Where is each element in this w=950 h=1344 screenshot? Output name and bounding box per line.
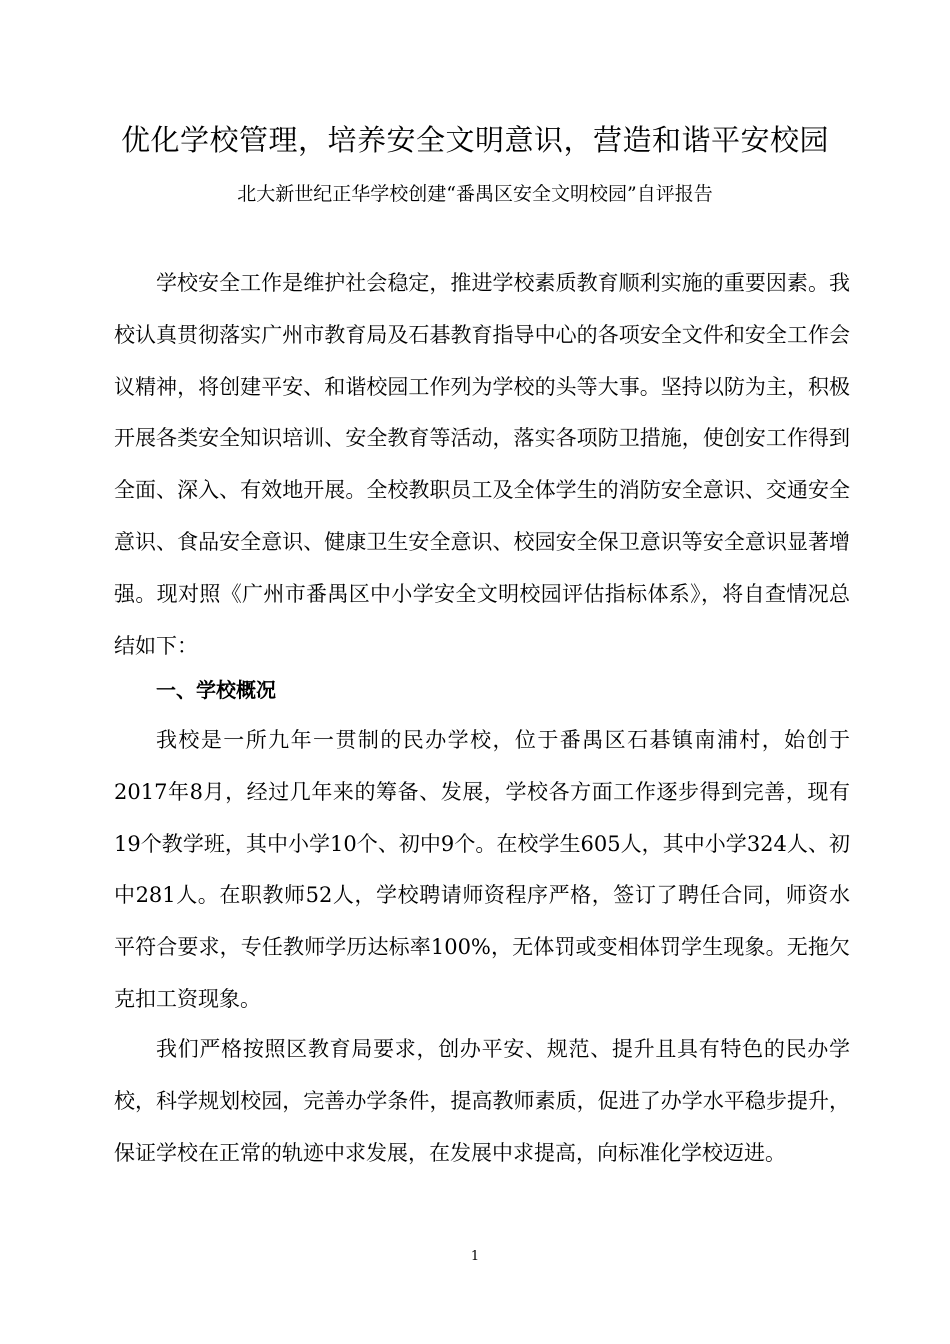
section-heading: 一、学校概况 [156,678,276,702]
document-subtitle: 北大新世纪正华学校创建“番禺区安全文明校园”自评报告 [237,183,713,205]
intro-paragraph: 学校安全工作是维护社会稳定，推进学校素质教育顺利实施的重要因素。我校认真贯彻落实广州市教育局及石碁教育指导中心的各项安全文件和安全工作会议精神，将创建平安、和谐校园工作列为学校的头等大事。坚持以防为主，积极开展各类安全知识培训、安全教育等活动，落实各项防卫措施，使创安工作得到全面、深入、有效地开展。全校教职员工及全体学生的消防安全意识、交通安全意识、食品安全意识、健康卫生安全意识、校园安全保卫意识等安全意识显著增强。现对照《广州市番禺区中小学安全文明校园评估指标体系》，将自查情况总结如下： [114,271,850,658]
school-overview-paragraph: 我校是一所九年一贯制的民办学校，位于番禺区石碁镇南浦村，始创于2017年8月，经过几年来的筹备、发展，学校各方面工作逐步得到完善，现有19个教学班，其中小学10个、初中9个。在校学生605人，其中小学324人、初中281人。在职教师52人，学校聘请师资程序严格，签订了聘任合同，师资水平符合要求，专任教师学历达标率100%，无体罚或变相体罚学生现象。无拖欠克扣工资现象。 [114,728,850,1011]
page-number: 1 [470,1249,480,1264]
document-title: 优化学校管理，培养安全文明意识，营造和谐平安校园 [120,123,829,157]
school-goals-paragraph: 我们严格按照区教育局要求，创办平安、规范、提升且具有特色的民办学校，科学规划校园，完善办学条件，提高教师素质，促进了办学水平稳步提升，保证学校在正常的轨迹中求发展，在发展中求提高，向标准化学校迈进。 [114,1037,850,1165]
